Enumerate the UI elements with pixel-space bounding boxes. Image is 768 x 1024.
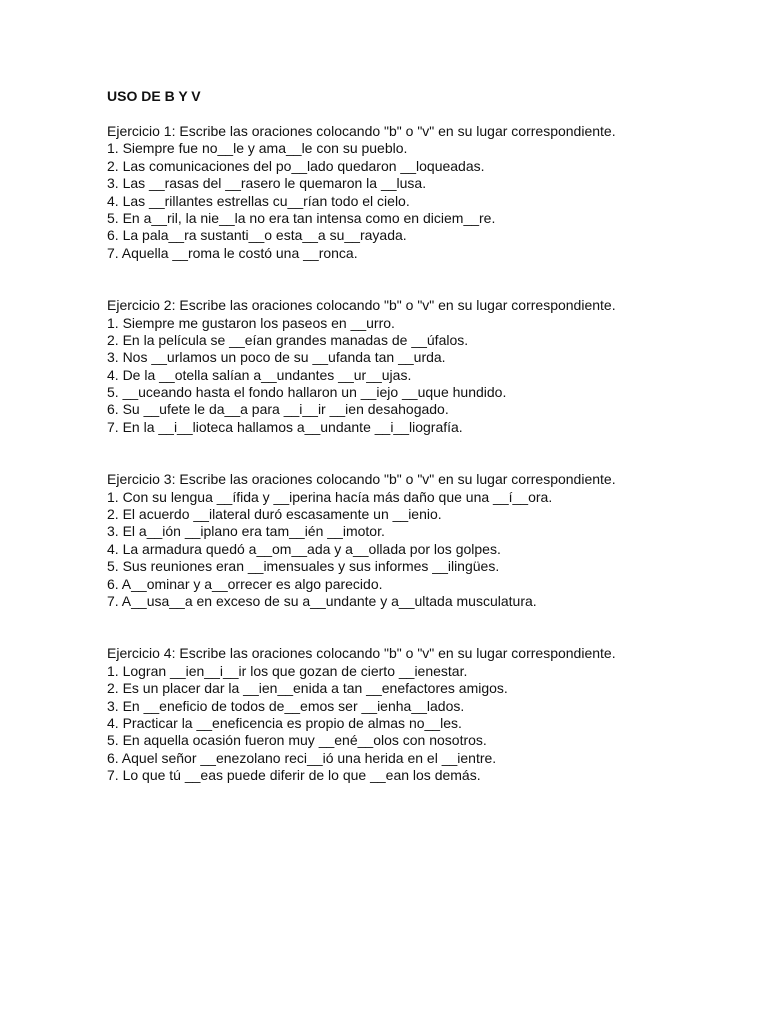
exercise-item: 2. Las comunicaciones del po__lado quedaron __loqueadas. [107,157,485,174]
exercise-instruction: Ejercicio 3: Escribe las oraciones colocando "b" o "v" en su lugar correspondiente. [107,471,616,488]
exercise-item: 3. Nos __urlamos un poco de su __ufanda tan __urda. [107,349,446,366]
exercise-instruction: Ejercicio 1: Escribe las oraciones colocando "b" o "v" en su lugar correspondiente. [107,123,616,139]
exercise-item: 4. Practicar la __eneficencia es propio de almas no__les. [107,714,462,731]
exercise-3 [107,471,747,610]
exercise-item: 1. Con su lengua __ífida y __iperina hacía más daño que una __í__ora. [107,488,553,505]
exercise-instruction: Ejercicio 4: Escribe las oraciones colocando "b" o "v" en su lugar correspondiente. [107,645,616,662]
exercise-item: 7. Aquella __roma le costó una __ronca. [107,244,358,261]
exercise-item: 5. En a__ril, la nie__la no era tan intensa como en diciem__re. [107,209,496,226]
exercise-item: 5. En aquella ocasión fueron muy __ené__olos con nosotros. [107,732,487,749]
exercise-item: 3. El a__ión __iplano era tam__ién __imotor. [107,523,385,540]
exercise-2 [107,297,747,436]
exercise-item: 2. En la película se __eían grandes manadas de __úfalos. [107,331,469,348]
exercise-item: 6. La pala__ra sustanti__o esta__a su__rayada. [107,227,407,244]
exercise-item: 6. Aquel señor __enezolano reci__ió una herida en el __ientre. [107,749,497,766]
exercise-item: 4. De la __otella salían a__undantes __ur__ujas. [107,366,412,383]
document-page [107,88,747,820]
exercise-item: 4. La armadura quedó a__om__ada y a__ollada por los golpes. [107,540,501,557]
exercise-instruction: Ejercicio 2: Escribe las oraciones colocando "b" o "v" en su lugar correspondiente. [107,297,616,314]
exercise-item: 5. Sus reuniones eran __imensuales y sus informes __ilingües. [107,558,500,575]
exercise-4 [107,645,747,784]
exercise-item: 6. Su __ufete le da__a para __i__ir __ien desahogado. [107,401,449,418]
exercise-item: 5. __uceando hasta el fondo hallaron un __iejo __uque hundido. [107,384,507,401]
document-title: USO DE B Y V [107,88,201,104]
exercise-item: 3. En __eneficio de todos de__emos ser __ienha__lados. [107,697,465,714]
exercise-item: 2. Es un placer dar la __ien__enida a tan __enefactores amigos. [107,680,508,697]
exercise-item: 7. En la __i__lioteca hallamos a__undante __i__liografía. [107,418,463,435]
exercise-item: 7. A__usa__a en exceso de su a__undante y a__ultada musculatura. [107,592,537,609]
exercise-item: 4. Las __rillantes estrellas cu__rían todo el cielo. [107,192,410,209]
exercise-1 [107,123,747,262]
exercise-item: 2. El acuerdo __ilateral duró escasamente un __ienio. [107,506,442,523]
exercise-item: 7. Lo que tú __eas puede diferir de lo que __ean los demás. [107,767,481,784]
exercise-item: 1. Logran __ien__i__ir los que gozan de cierto __ienestar. [107,662,468,679]
exercise-item: 6. A__ominar y a__orrecer es algo parecido. [107,575,383,592]
exercise-item: 3. Las __rasas del __rasero le quemaron la __lusa. [107,175,427,192]
exercise-item: 1. Siempre fue no__le y ama__le con su pueblo. [107,140,408,157]
exercise-item: 1. Siempre me gustaron los paseos en __urro. [107,314,395,331]
